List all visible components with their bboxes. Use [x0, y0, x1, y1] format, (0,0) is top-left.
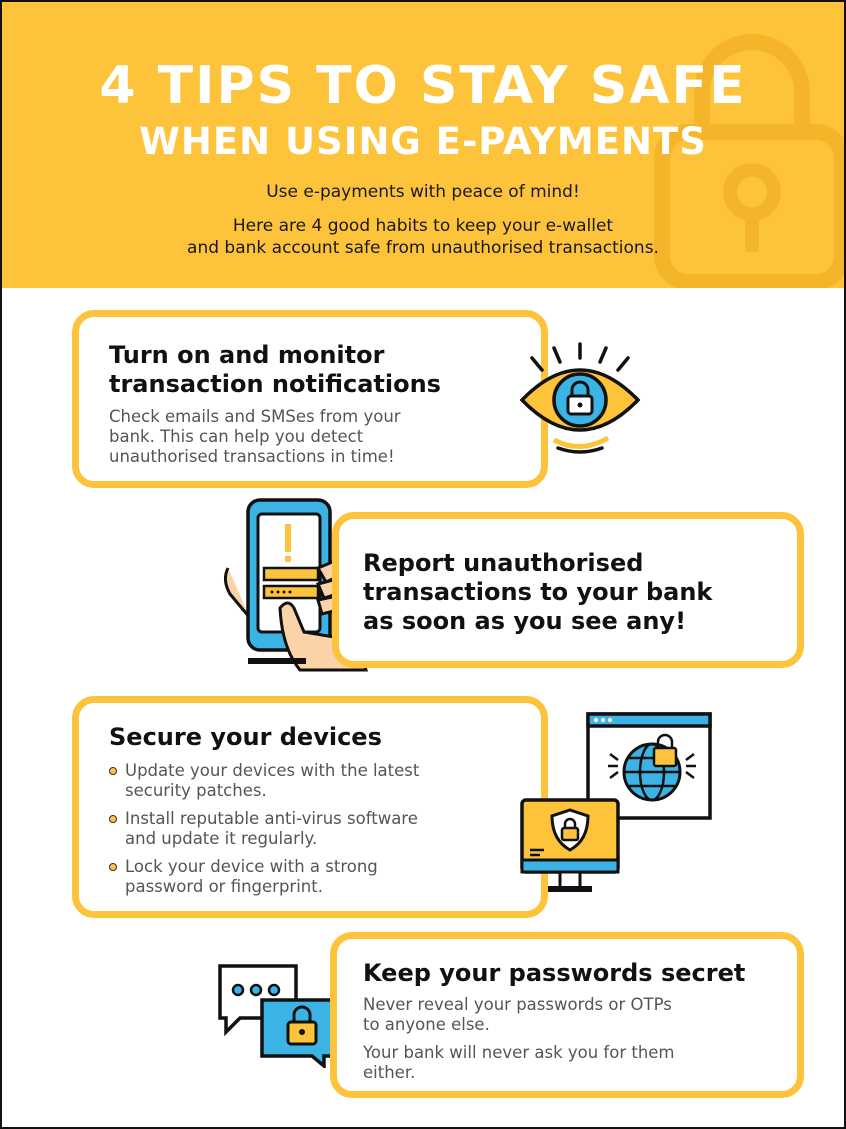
- header-banner: [2, 2, 844, 288]
- tip-card-report: [332, 512, 804, 668]
- tip-text: Check emails and SMSes from your bank. This can help you detect unauthorised transactions in time!: [109, 407, 401, 466]
- tip-title: Secure your devices: [109, 723, 382, 751]
- tip-card-secure-devices: [72, 696, 548, 918]
- tip-bullet-list: [109, 761, 419, 905]
- eye-lock-icon: [514, 340, 646, 462]
- tip-title: Keep your passwords secret: [363, 959, 746, 987]
- list-item: Update your devices with the latest security patches.: [109, 761, 419, 801]
- list-item: Lock your device with a strong password or fingerprint.: [109, 857, 419, 897]
- tip-text: Your bank will never ask you for them either.: [363, 1043, 675, 1082]
- bullet-icon: [109, 863, 117, 871]
- secure-devices-icon: [518, 710, 716, 900]
- list-item: Install reputable anti-virus software and update it regularly.: [109, 809, 419, 849]
- bullet-icon: [109, 815, 117, 823]
- tip-card-notifications: [72, 310, 548, 488]
- tip-title: Report unauthorised transactions to your bank as soon as you see any!: [363, 549, 713, 635]
- bullet-icon: [109, 767, 117, 775]
- intro-description: Here are 4 good habits to keep your e-wallet and bank account safe from unauthorised transactions.: [187, 216, 659, 258]
- chat-lock-icon: [216, 960, 344, 1068]
- tip-card-passwords: [330, 932, 804, 1098]
- tip-text: Never reveal your passwords or OTPs to anyone else.: [363, 995, 672, 1034]
- page-title: 4 TIPS TO STAY SAFE: [99, 56, 747, 116]
- page-subtitle: WHEN USING E-PAYMENTS: [139, 120, 707, 163]
- tip-title: Turn on and monitor transaction notifications: [109, 341, 441, 398]
- intro-tagline: Use e-payments with peace of mind!: [266, 182, 580, 202]
